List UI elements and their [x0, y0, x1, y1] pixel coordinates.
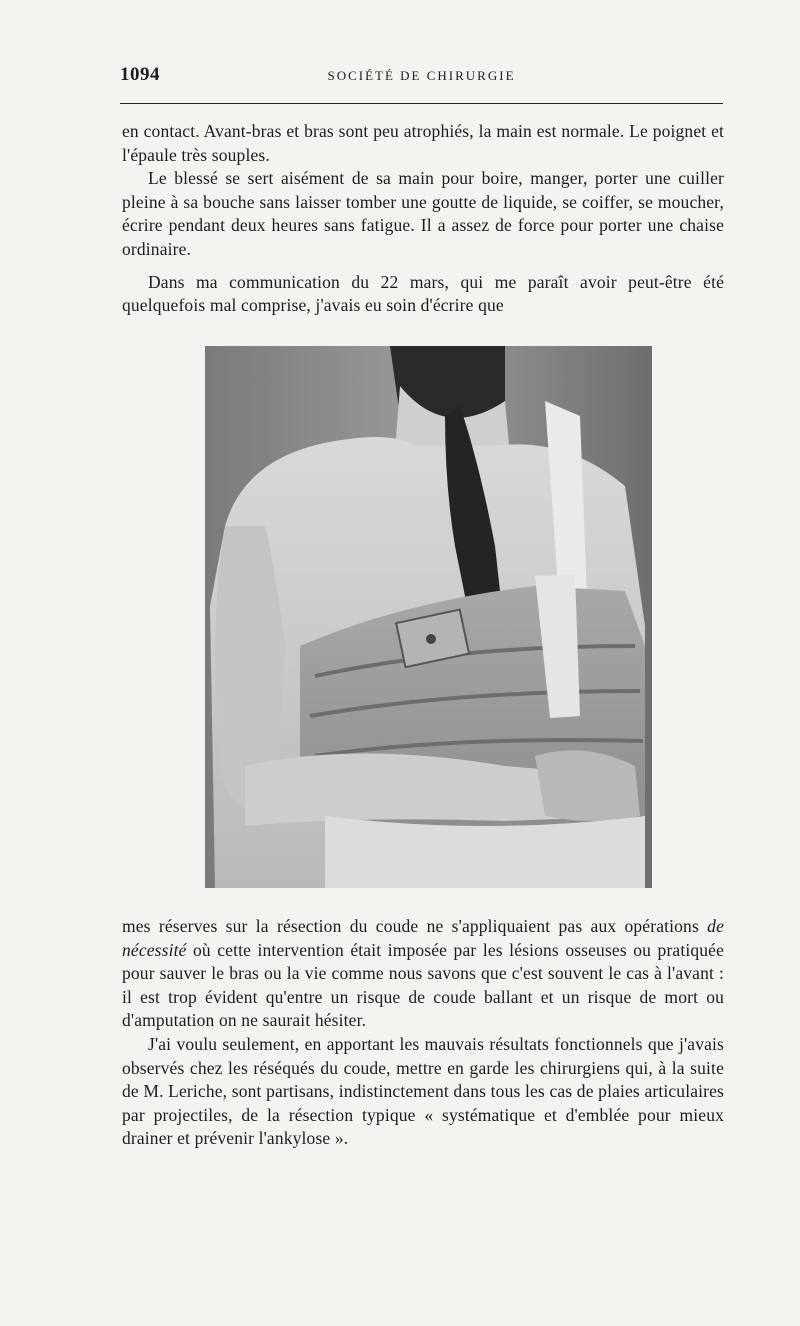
page-header [120, 64, 723, 88]
top-text-block [122, 120, 724, 318]
patient-photograph [205, 346, 652, 888]
paragraph-reserves-end: où cette intervention était imposée par les lésions osseuses ou pratiquée pour sauver le bras ou la vie comme nous savons que c'est souvent le cas à l'avant : il est trop évident qu'entre un risque de coude ballant et un risque de mort ou d'amputation on ne saurait hésiter. [122, 939, 724, 1031]
photograph-illustration [205, 346, 652, 888]
paragraph-continuation: en contact. Avant-bras et bras sont peu atrophiés, la main est normale. Le poignet et l'épaule très souples. [122, 121, 724, 165]
page-number: 1094 [120, 64, 160, 85]
paragraph-communication: Dans ma communication du 22 mars, qui me paraît avoir peut-être été quelquefois mal comprise, j'avais eu soin d'écrire que [122, 271, 724, 316]
paragraph-conclusion: J'ai voulu seulement, en apportant les mauvais résultats fonctionnels que j'avais observés chez les réséqués du coude, mettre en garde les chirurgiens qui, à la suite de M. Leriche, sont partisans, indistinctement dans tous les cas de plaies articulaires par projectiles, de la résection typique « systématique et d'emblée pour mieux drainer et prévenir l'ankylose ». [122, 1033, 724, 1149]
bottom-text-block [122, 915, 724, 1151]
paragraph-reserves-emphasis: de nécessité [122, 916, 724, 960]
paragraph-reserves-start: mes réserves sur la résection du coude ne s'appliquaient pas aux opérations [122, 916, 708, 936]
paragraph-function: Le blessé se sert aisément de sa main pour boire, manger, porter une cuiller pleine à sa bouche sans laisser tomber une goutte de liquide, se coiffer, se moucher, écrire pendant deux heures sans fatigue. Il a assez de force pour porter une chaise ordinaire. [122, 168, 724, 259]
paragraph-reserves [122, 915, 724, 1033]
header-rule [120, 103, 723, 104]
running-title: SOCIÉTÉ DE CHIRURGIE [327, 68, 516, 83]
